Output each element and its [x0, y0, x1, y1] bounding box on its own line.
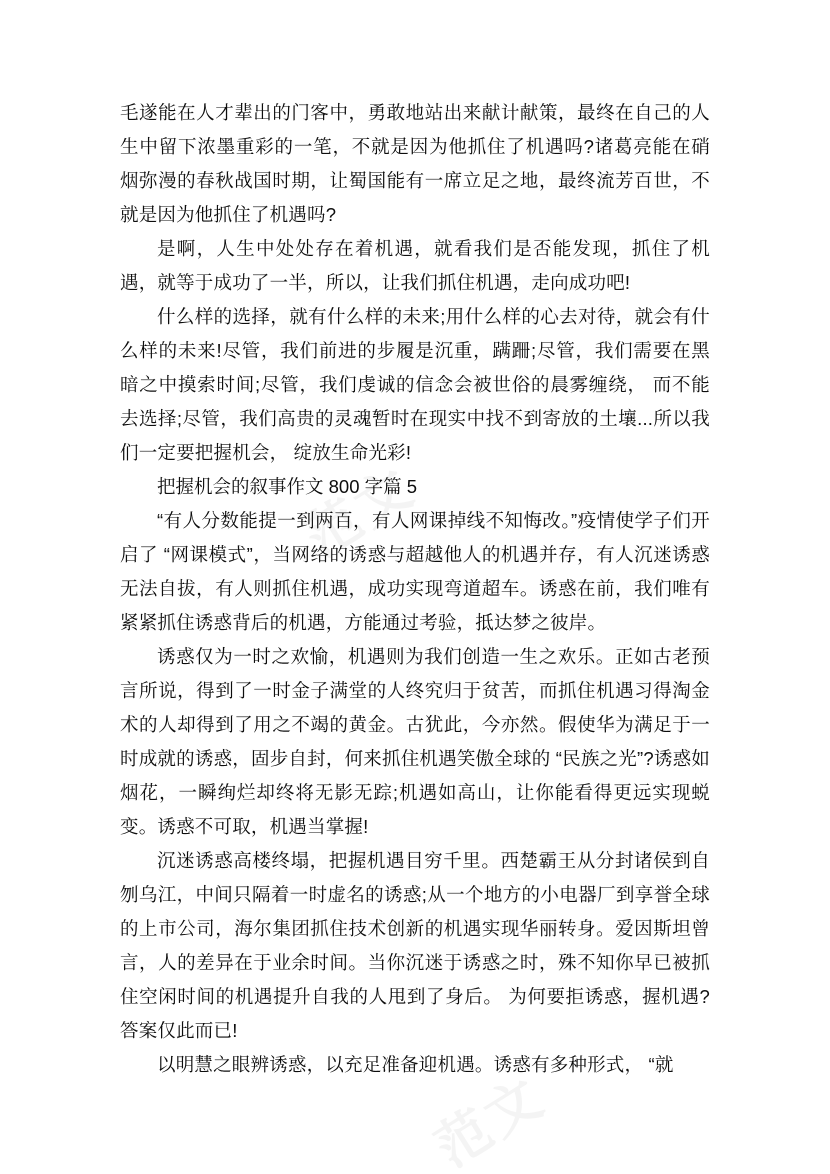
- document-body: [120, 96, 710, 1082]
- paragraph: “有人分数能提一到两百，有人网课掉线不知悔改。”疫情使学子们开启了 “网课模式”，当网络的诱惑与超越他人的机遇并存，有人沉迷诱惑无法自拔，有人则抓住机遇，成功实现弯道超车。诱惑在前，我们唯有紧紧抓住诱惑背后的机遇，方能通过考验，抵达梦之彼岸。: [120, 510, 710, 633]
- paragraph: 毛遂能在人才辈出的门客中，勇敢地站出来献计献策，最终在自己的人生中留下浓墨重彩的一笔，不就是因为他抓住了机遇吗?诸葛亮能在硝烟弥漫的春秋战国时期，让蜀国能有一席立足之地，最终流芳百世，不就是因为他抓住了机遇吗?: [120, 102, 710, 225]
- section-heading: 把握机会的叙事作文 800 字篇 5: [157, 476, 418, 497]
- paragraph: 诱惑仅为一时之欢愉，机遇则为我们创造一生之欢乐。正如古老预言所说，得到了一时金子满堂的人终究归于贫苦，而抓住机遇习得淘金术的人却得到了用之不竭的黄金。古犹此，今亦然。假使华为满足于一时成就的诱惑，固步自封，何来抓住机遇笑傲全球的 “民族之光”?诱惑如烟花，一瞬绚烂却终将无影无踪;机遇如高山，让你能看得更远实现蜕变。诱惑不可取，机遇当掌握!: [120, 646, 710, 837]
- paragraph: 沉迷诱惑高楼终塌，把握机遇目穷千里。西楚霸王从分封诸侯到自刎乌江，中间只隔着一时虚名的诱惑;从一个地方的小电器厂到享誉全球的上市公司，海尔集团抓住技术创新的机遇实现华丽转身。爱因斯坦曾言，人的差异在于业余时间。当你沉迷于诱惑之时，殊不知你早已被抓住空闲时间的机遇提升自我的人甩到了身后。 为何要拒诱惑，握机遇?答案仅此而已!: [120, 850, 710, 1041]
- paragraph: 以明慧之眼辨诱惑，以充足准备迎机遇。诱惑有多种形式， “就: [157, 1054, 674, 1075]
- paragraph: 什么样的选择，就有什么样的未来;用什么样的心去对待，就会有什么样的未来!尽管，我们前进的步履是沉重，蹒跚;尽管，我们需要在黑暗之中摸索时间;尽管，我们虔诚的信念会被世俗的晨雾缠绕， 而不能去选择;尽管，我们高贵的灵魂暂时在现实中找不到寄放的土壤...所以我们一定要把握机会， 绽放生命光彩!: [120, 306, 710, 463]
- paragraph: 是啊，人生中处处存在着机遇，就看我们是否能发现，抓住了机遇，就等于成功了一半，所以，让我们抓住机遇，走向成功吧!: [120, 238, 710, 293]
